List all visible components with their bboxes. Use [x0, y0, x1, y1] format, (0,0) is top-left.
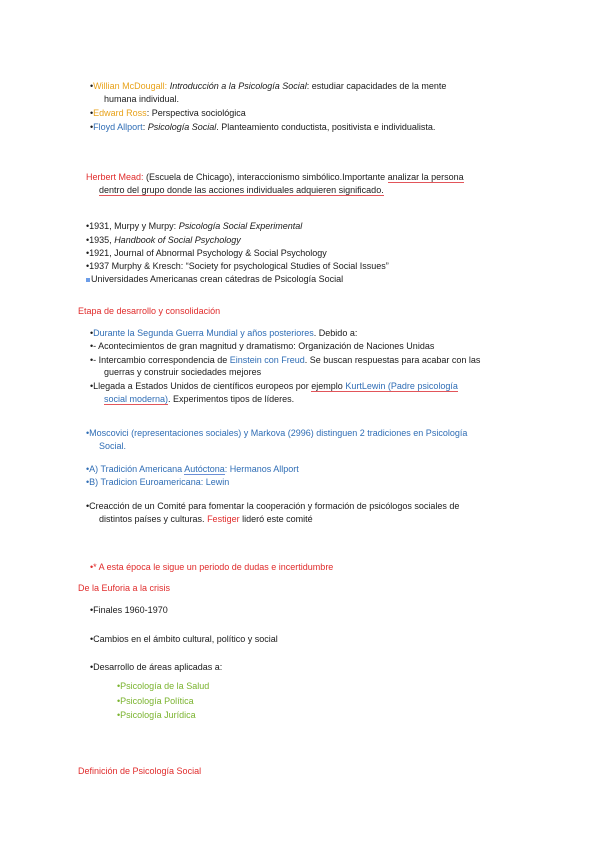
- etapa-item-1-text: . Debido a:: [313, 328, 358, 338]
- allport-book-title: Psicología Social: [147, 122, 217, 132]
- moscovici-line-cont: Social.: [99, 441, 127, 451]
- timeline-universidades-text: Universidades Americanas crean cátedras de Psicología Social: [91, 274, 344, 284]
- etapa-item-4-highlight: KurtLewin (Padre psicología: [345, 381, 458, 391]
- bullet: •: [90, 328, 94, 338]
- mead-name: Herbert Mead:: [86, 172, 144, 182]
- comite-name: Festiger: [207, 514, 240, 524]
- dudas-note: •* A esta época le sigue un periodo de dudas e incertidumbre: [90, 562, 334, 572]
- comite-rest: lideró este comité: [239, 514, 313, 524]
- etapa-item-1-highlight: Durante la Segunda Guerra Mundial y años posteriores: [93, 328, 314, 338]
- mcdougall-line: [90, 80, 446, 92]
- bullet: •: [90, 108, 94, 118]
- mead-text: (Escuela de Chicago), interaccionismo simbólico.Importante: [143, 172, 388, 182]
- comite-line: •Creacción de un Comité para fomentar la cooperación y formación de psicólogos sociales de: [86, 501, 460, 511]
- timeline-1935-text: •1935,: [86, 235, 115, 245]
- allport-text: . Planteamiento conductista, positivista e individualista.: [216, 122, 436, 132]
- timeline-universidades: [86, 273, 343, 285]
- etapa-item-3-cont: guerras y construir sociedades mejores: [104, 367, 262, 377]
- etapa-item-4: [90, 380, 458, 392]
- etapa-item-4-text: •Llegada a Estados Unidos de científicos europeos por: [90, 381, 312, 391]
- tradicion-euroamericana: •B) Tradicion Euroamericana: Lewin: [86, 477, 230, 487]
- timeline-1931-text: •1931, Murpy y Murpy:: [86, 221, 179, 231]
- square-bullet-icon: [86, 278, 90, 282]
- ross-text: : Perspectiva sociológica: [146, 108, 246, 118]
- ross-line: [90, 107, 246, 119]
- timeline-1935: [86, 234, 241, 246]
- tradicion-americana-text: •A) Tradición Americana: [86, 464, 185, 474]
- timeline-1931: [86, 220, 302, 232]
- moscovici-line: •Moscovici (representaciones sociales) y Markova (2996) distinguen 2 tradiciones en Psicología: [86, 428, 468, 438]
- euforia-item-1: •Finales 1960-1970: [90, 605, 168, 615]
- mcdougall-name: Willian McDougall:: [93, 81, 168, 91]
- timeline-1921: •1921, Journal of Abnormal Psychology & Social Psychology: [86, 248, 327, 258]
- tradicion-americana-rest: : Hermanos Allport: [224, 464, 299, 474]
- etapa-item-3-text: •- Intercambio correspondencia de: [90, 355, 230, 365]
- comite-line-cont: [99, 513, 313, 525]
- tradicion-americana-underlined: Autóctona: [184, 464, 225, 474]
- mcdougall-book-title: Introducción a la Psicología Social: [169, 81, 307, 91]
- euforia-heading: De la Euforia a la crisis: [78, 583, 171, 593]
- mcdougall-line-cont: humana individual.: [104, 94, 180, 104]
- definicion-heading: Definición de Psicología Social: [78, 766, 202, 776]
- timeline-1937: •1937 Murphy & Kresch: “Society for psychological Studies of Social Issues”: [86, 261, 389, 271]
- etapa-item-3-highlight: Einstein con Freud: [229, 355, 305, 365]
- separator: :: [142, 122, 148, 132]
- etapa-item-4-highlight-cont: social moderna): [104, 394, 169, 404]
- etapa-item-4-cont: [104, 393, 294, 405]
- bullet: •: [90, 122, 94, 132]
- allport-name: Floyd Allport: [93, 122, 143, 132]
- mead-underlined: analizar la persona: [387, 172, 464, 182]
- etapa-item-4-rest: . Experimentos tipos de líderes.: [168, 394, 295, 404]
- mead-line-2: [99, 184, 384, 196]
- euforia-item-3: •Desarrollo de áreas aplicadas a:: [90, 662, 223, 672]
- etapa-item-4-underlined: ejemplo: [311, 381, 346, 391]
- etapa-heading: Etapa de desarrollo y consolidación: [78, 306, 221, 316]
- area-salud: •Psicología de la Salud: [117, 681, 210, 691]
- etapa-item-3-rest: . Se buscan respuestas para acabar con las: [304, 355, 481, 365]
- mead-line-2-text: dentro del grupo donde las acciones individuales adquieren significado.: [99, 185, 384, 195]
- timeline-1935-title: Handbook of Social Psychology: [114, 235, 241, 245]
- mcdougall-text: : estudiar capacidades de la mente: [306, 81, 447, 91]
- comite-text: distintos países y culturas.: [99, 514, 208, 524]
- etapa-item-2: •- Acontecimientos de gran magnitud y dramatismo: Organización de Naciones Unidas: [90, 341, 435, 351]
- timeline-1931-title: Psicología Social Experimental: [178, 221, 303, 231]
- area-politica: •Psicología Política: [117, 696, 194, 706]
- mead-line: [86, 171, 464, 183]
- ross-name: Edward Ross: [93, 108, 147, 118]
- area-juridica: •Psicología Jurídica: [117, 710, 196, 720]
- euforia-item-2: •Cambios en el ámbito cultural, político y social: [90, 634, 278, 644]
- etapa-item-3: [90, 354, 480, 366]
- etapa-item-1: [90, 327, 357, 339]
- allport-line: [90, 121, 435, 133]
- tradicion-americana: [86, 463, 299, 475]
- bullet: •: [90, 81, 94, 91]
